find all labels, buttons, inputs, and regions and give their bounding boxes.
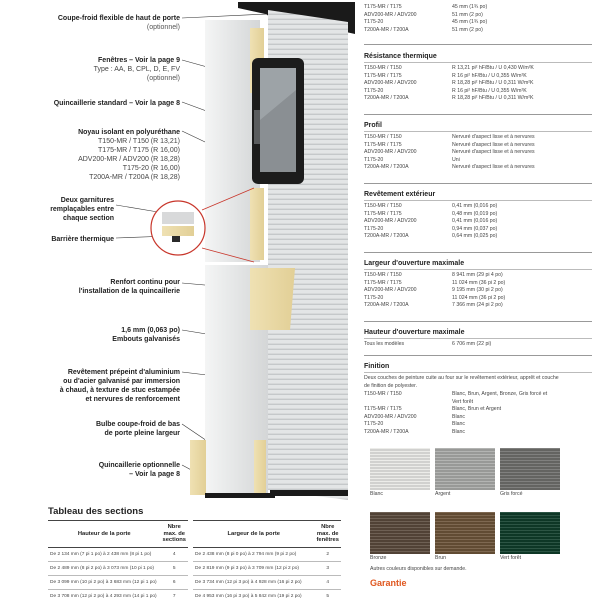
spec-model: T175-MR / T175: [364, 210, 402, 217]
spec-model: T150-MR / T150: [364, 203, 402, 209]
spec-row: [364, 295, 592, 303]
spec-model: T150-MR / T150: [364, 134, 402, 140]
spec-value: Nervuré d'aspect lisse et à nervures: [452, 134, 535, 140]
finish-note: Deux couches de peinture cuite au four sur le revêtement extérieur, apprêt et couche: [364, 375, 559, 381]
spec-value: R 13,21 pi² hF/Btu / U 0,430 W/m²K: [452, 65, 534, 71]
spec-model: T200A-MR / T200A: [364, 164, 409, 171]
table-cell-range: De 2 134 mm (7 pi 1 po) à 2 438 mm (8 pi 1 po): [48, 547, 160, 561]
foam-core: [190, 440, 206, 495]
section-title: Finition: [364, 363, 592, 373]
spec-model: Tous les modèles: [364, 341, 405, 347]
callout-sublabel: T200A-MR / T200A (R 18,28): [89, 174, 180, 181]
callout-label: remplaçables entre: [50, 206, 114, 213]
door-cutaway-image: [150, 0, 355, 500]
table-row: [48, 561, 188, 575]
callout-optional: (optionnel): [146, 75, 180, 82]
spec-row: [364, 12, 592, 20]
callout-label: chaque section: [63, 215, 114, 222]
spec-model: T175-20: [364, 87, 384, 94]
callout-label: ou d'acier galvanisé par immersion: [63, 378, 180, 385]
spec-thermal: [364, 53, 592, 103]
spec-row: [364, 19, 592, 27]
spec-value: 0,48 mm (0,019 po): [452, 210, 498, 217]
spec-model: T175-20: [364, 19, 384, 26]
spec-row: [364, 421, 592, 429]
spec-row: [364, 341, 592, 349]
spec-value: 9 195 mm (30 pi 2 po): [452, 287, 503, 294]
spec-value: 0,94 mm (0,037 po): [452, 225, 498, 232]
column-header: Hauteur de la porte: [48, 521, 160, 548]
spec-value: Nervuré d'aspect lisse et à nervures: [452, 164, 535, 171]
swatch-color: [370, 448, 430, 490]
spec-model: ADV200-MR / ADV200: [364, 11, 417, 18]
spec-row: [364, 280, 592, 288]
spec-row: [364, 80, 592, 88]
swatch-silver: [435, 448, 495, 498]
table-cell-count: 6: [160, 575, 188, 589]
foam-core: [250, 268, 295, 330]
spec-value: 6 706 mm (22 pi): [452, 341, 492, 347]
swatch-brown: [435, 512, 495, 562]
spec-model: T175-MR / T175: [364, 4, 402, 10]
spec-model: ADV200-MR / ADV200: [364, 413, 417, 420]
table-cell-count: 7: [160, 589, 188, 600]
spec-row: [364, 4, 592, 12]
table-row: [48, 575, 188, 589]
spec-value: Blanc: [452, 428, 465, 435]
callout-thermal-break: [51, 235, 114, 244]
table-cell-range: De 2 438 mm (8 pi 0 po) à 2 794 mm (9 pi 2 po): [193, 547, 314, 561]
color-swatches: [370, 448, 560, 562]
spec-value: Blanc: [452, 421, 465, 428]
spec-exterior: [364, 191, 592, 241]
table-row: [193, 575, 341, 589]
spec-thickness: [364, 4, 592, 34]
section-title: Hauteur d'ouverture maximale: [364, 329, 592, 339]
spec-value: 51 mm (2 po): [452, 11, 483, 18]
table-cell-count: 5: [160, 561, 188, 575]
table-cell-range: De 3 099 mm (10 pi 2 po) à 3 683 mm (12 pi 1 po): [48, 575, 160, 589]
table-cell-count: 2: [314, 547, 341, 561]
callout-label: de porte pleine largeur: [104, 430, 180, 437]
spec-model: ADV200-MR / ADV200: [364, 287, 417, 294]
sections-table-title: Tableau des sections: [48, 506, 144, 517]
spec-row: [364, 218, 592, 226]
spec-row: [364, 272, 592, 280]
section-title: Revêtement extérieur: [364, 191, 592, 201]
spec-model: T200A-MR / T200A: [364, 95, 409, 102]
spec-model: T175-20: [364, 156, 384, 163]
callout-label: Renfort continu pour: [110, 279, 180, 286]
swatch-label: Blanc: [370, 491, 383, 497]
table-row: [48, 589, 188, 600]
bottom-seal: [205, 493, 275, 498]
callout-label: Deux garnitures: [60, 197, 114, 204]
spec-row: [364, 203, 592, 211]
swatch-label: Bronze: [370, 555, 387, 561]
column-header: Largeur de la porte: [193, 521, 314, 548]
callout-label: 1,6 mm (0,063 po): [121, 327, 180, 334]
callout-label: – Voir la page 8: [129, 471, 180, 478]
callout-label: Quincaillerie optionnelle: [98, 462, 180, 469]
swatch-color: [370, 512, 430, 554]
spec-model: T200A-MR / T200A: [364, 302, 409, 309]
foam-core: [250, 188, 264, 260]
table-cell-range: De 4 953 mm (16 pi 3 po) à 5 842 mm (19 pi 2 po): [193, 589, 314, 600]
table-cell-range: De 2 819 mm (9 pi 3 po) à 3 709 mm (12 pi 2 po): [193, 561, 314, 575]
spec-value: R 18,28 pi² hF/Btu / U 0,311 W/m²K: [452, 80, 534, 87]
spec-row: [364, 142, 592, 150]
swatch-color: [500, 512, 560, 554]
spec-row: [364, 226, 592, 234]
spec-value: Uni: [452, 156, 460, 163]
swatch-color: [500, 448, 560, 490]
callout-gaskets: [50, 196, 114, 223]
spec-value: 51 mm (2 po): [452, 26, 483, 33]
spec-row: [364, 73, 592, 81]
warranty-heading: Garantie: [370, 578, 407, 588]
spec-value: 7 366 mm (24 pi 2 po): [452, 302, 503, 309]
spec-model: ADV200-MR / ADV200: [364, 149, 417, 156]
spec-model: T175-MR / T175: [364, 141, 402, 148]
spec-row: [364, 406, 592, 414]
table-row: [193, 589, 341, 600]
callout-label: Barrière thermique: [51, 236, 114, 243]
callout-label: Coupe-froid flexible de haut de porte: [57, 15, 180, 22]
spec-row: [364, 65, 592, 73]
spec-value: Blanc, Brun, Argent, Bronze, Gris forcé et: [452, 391, 548, 397]
column-header: Nbre max. de fenêtres: [314, 521, 341, 548]
spec-row: [364, 164, 592, 172]
section-divider: [364, 321, 592, 322]
detail-foam: [162, 226, 194, 236]
bottom-seal: [270, 490, 348, 496]
spec-value: R 16 pi² hF/Btu / U 0,355 W/m²K: [452, 87, 527, 94]
table-cell-count: 3: [314, 561, 341, 575]
spec-model: ADV200-MR / ADV200: [364, 218, 417, 225]
spec-profile: [364, 122, 592, 172]
spec-value: R 16 pi² hF/Btu / U 0,355 W/m²K: [452, 72, 527, 79]
swatch-color: [435, 512, 495, 554]
spec-value: 11 024 mm (36 pi 2 po): [452, 294, 506, 301]
table-cell-count: 5: [314, 589, 341, 600]
spec-value: Nervuré d'aspect lisse et à nervures: [452, 149, 535, 156]
spec-value: Nervuré d'aspect lisse et à nervures: [452, 141, 535, 148]
table-row: [48, 547, 188, 561]
spec-model: T150-MR / T150: [364, 272, 402, 278]
spec-value: 8 941 mm (29 pi 4 po): [452, 272, 503, 278]
spec-value: Blanc: [452, 413, 465, 420]
spec-model: T175-20: [364, 294, 384, 301]
spec-model: T175-20: [364, 225, 384, 232]
spec-row: [364, 95, 592, 103]
spec-row: [364, 211, 592, 219]
section-divider: [364, 355, 592, 356]
section-divider: [364, 114, 592, 115]
foam-core: [254, 440, 266, 495]
swatch-white: [370, 448, 430, 498]
spec-value: 0,41 mm (0,016 po): [452, 203, 498, 209]
spec-model: T175-20: [364, 421, 384, 428]
table-cell-range: De 3 708 mm (12 pi 2 po) à 4 293 mm (14 pi 1 po): [48, 589, 160, 600]
table-row: [193, 547, 341, 561]
spec-model: T175-MR / T175: [364, 279, 402, 286]
table-cell-count: 4: [314, 575, 341, 589]
spec-value: 0,64 mm (0,025 po): [452, 233, 498, 240]
spec-row: [364, 149, 592, 157]
callout-label: Quincaillerie standard – Voir la page 8: [53, 100, 180, 107]
spec-row: [364, 429, 592, 437]
callout-sublabel: T175-MR / T175 (R 16,00): [98, 147, 180, 154]
spec-model: T150-MR / T150: [364, 391, 402, 397]
detail-panel: [162, 212, 194, 224]
swatch-label: Vert forêt: [500, 555, 522, 561]
table-row: [193, 561, 341, 575]
spec-row: [364, 414, 592, 422]
spec-max-height: [364, 329, 592, 349]
spec-model: ADV200-MR / ADV200: [364, 80, 417, 87]
specifications-panel: [356, 0, 600, 600]
callout-sublabel: Type : AA, B, CPL, D, E, FV: [93, 66, 180, 73]
spec-row: [364, 157, 592, 165]
spec-row: [364, 27, 592, 35]
section-title: Profil: [364, 122, 592, 132]
spec-value: 11 024 mm (36 pi 2 po): [452, 279, 506, 286]
spec-row: [364, 391, 592, 399]
spec-model: T200A-MR / T200A: [364, 428, 409, 435]
swatch-color: [435, 448, 495, 490]
table-cell-count: 4: [160, 547, 188, 561]
callout-label: Fenêtres – Voir la page 9: [98, 57, 180, 64]
spec-row: [364, 233, 592, 241]
spec-value: 45 mm (1¾ po): [452, 19, 488, 26]
callout-label: Embouts galvanisés: [112, 336, 180, 343]
section-divider: [364, 183, 592, 184]
spec-row: [364, 88, 592, 96]
spec-finish: [364, 363, 592, 437]
callout-label: Bulbe coupe-froid de bas: [95, 421, 180, 428]
callout-optional: (optionnel): [146, 24, 180, 31]
swatch-bronze: [370, 512, 430, 562]
spec-value: R 18,28 pi² hF/Btu / U 0,311 W/m²K: [452, 95, 534, 102]
spec-row: [364, 287, 592, 295]
spec-row: [364, 134, 592, 142]
swatch-gray: [500, 448, 560, 498]
spec-model: T150-MR / T150: [364, 65, 402, 71]
section-title: Largeur d'ouverture maximale: [364, 260, 592, 270]
swatch-label: Gris forcé: [500, 491, 523, 497]
spec-value: Vert forêt: [452, 398, 474, 405]
spec-model: T200A-MR / T200A: [364, 26, 409, 33]
column-header: Nbre max. de sections: [160, 521, 188, 548]
detail-thermal-break: [172, 236, 180, 242]
spec-max-width: [364, 260, 592, 310]
callout-label: à chaud, à texture de stuc estampée: [59, 387, 180, 394]
callout-sublabel: ADV200-MR / ADV200 (R 18,28): [78, 156, 180, 163]
swatch-green: [500, 512, 560, 562]
door-illustration: [150, 0, 355, 500]
finish-note: de finition de polyester.: [364, 383, 418, 389]
spec-value: 0,41 mm (0,016 po): [452, 218, 498, 225]
table-cell-range: De 2 489 mm (8 pi 2 po) à 3 073 mm (10 pi 1 po): [48, 561, 160, 575]
callout-label: Noyau isolant en polyuréthane: [78, 129, 180, 136]
width-windows-table: [193, 520, 341, 600]
spec-model: T200A-MR / T200A: [364, 233, 409, 240]
spec-row: [364, 302, 592, 310]
height-sections-table: [48, 520, 188, 600]
callout-label: Revêtement prépeint d'aluminium: [67, 369, 180, 376]
section-divider: [364, 252, 592, 253]
swatch-label: Brun: [435, 555, 446, 561]
spec-row: [364, 399, 592, 407]
spec-value: 45 mm (1¾ po): [452, 4, 488, 10]
section-title: Résistance thermique: [364, 53, 592, 63]
table-cell-range: De 3 734 mm (12 pi 3 po) à 4 928 mm (16 pi 2 po): [193, 575, 314, 589]
spec-model: [364, 399, 452, 407]
callout-sublabel: T150-MR / T150 (R 13,21): [98, 138, 180, 145]
spec-model: T175-MR / T175: [364, 72, 402, 79]
callout-label: et nervures de renforcement: [85, 396, 180, 403]
callout-sublabel: T175-20 (R 16,00): [122, 165, 180, 172]
hardware-hinge: [254, 110, 260, 144]
spec-model: T175-MR / T175: [364, 406, 402, 413]
swatch-label: Argent: [435, 491, 451, 497]
other-colors-note: Autres couleurs disponibles sur demande.: [370, 566, 467, 572]
callout-label: l'installation de la quincaillerie: [78, 288, 180, 295]
spec-value: Blanc, Brun et Argent: [452, 406, 502, 413]
section-divider: [364, 44, 592, 45]
